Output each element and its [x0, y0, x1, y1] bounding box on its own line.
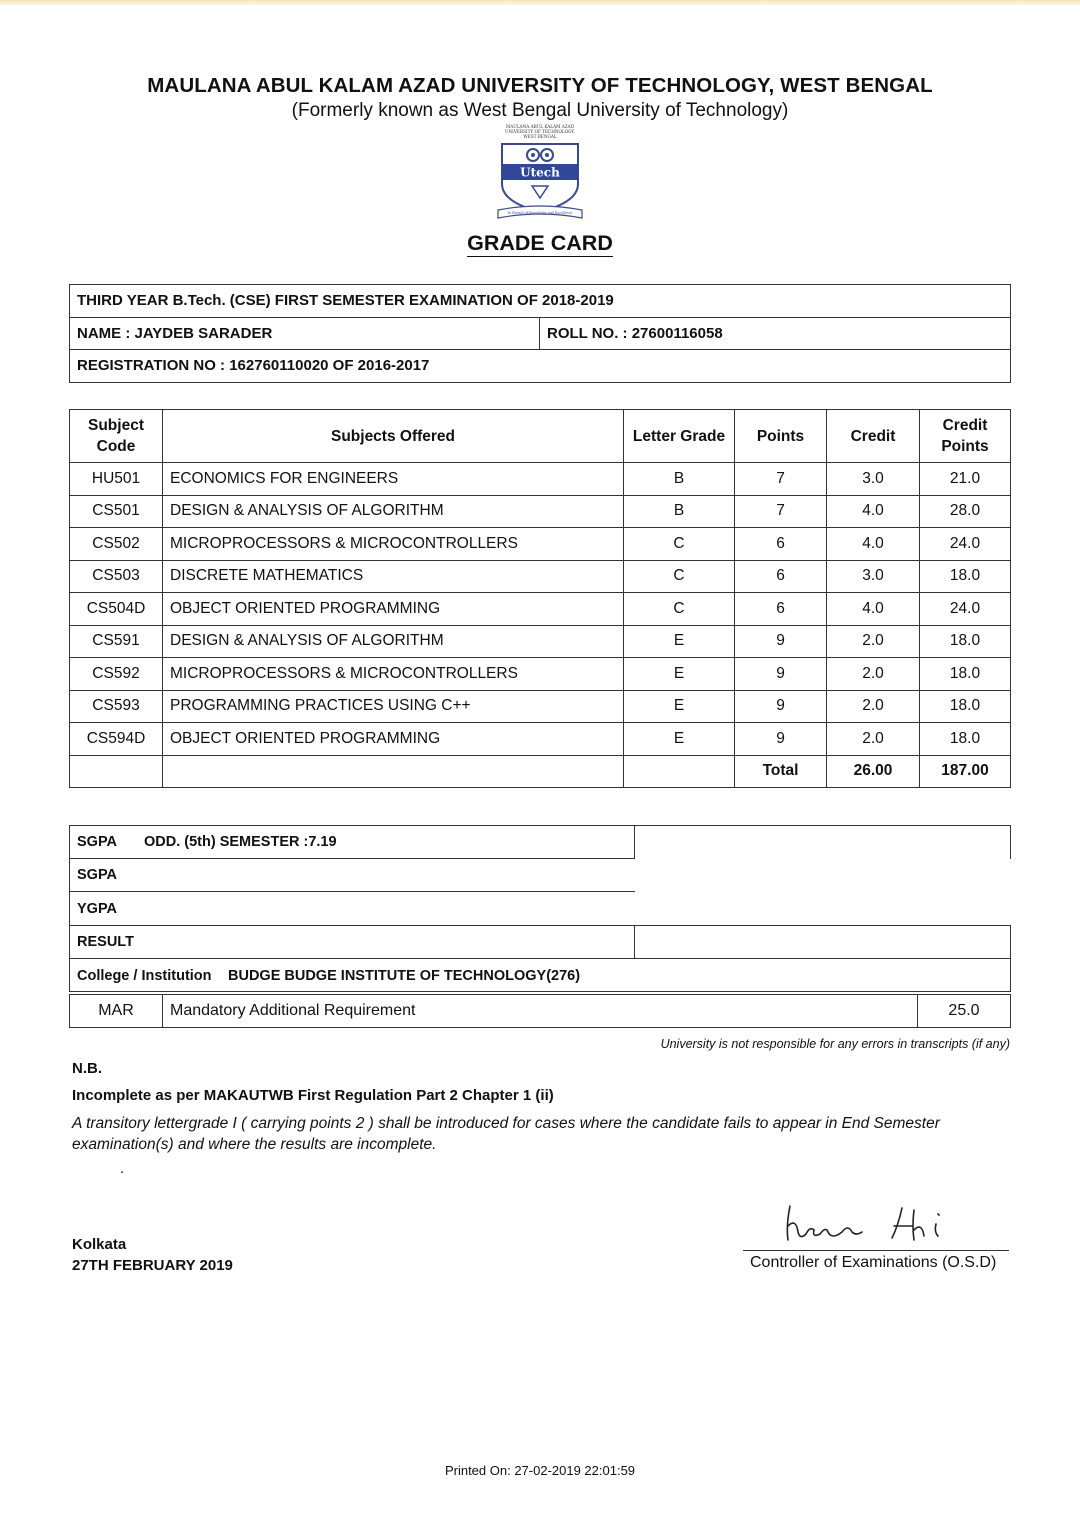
exam-title: THIRD YEAR B.Tech. (CSE) FIRST SEMESTER EXAMINATION OF 2018-2019 — [70, 285, 1011, 318]
cell-subject: DESIGN & ANALYSIS OF ALGORITHM — [163, 625, 624, 658]
cell-subject: ECONOMICS FOR ENGINEERS — [163, 463, 624, 496]
issue-date: 27TH FEBRUARY 2019 — [72, 1257, 233, 1274]
college-value: BUDGE BUDGE INSTITUTE OF TECHNOLOGY(276) — [228, 968, 581, 984]
header-points: Points — [735, 410, 827, 463]
cell-subject: MICROPROCESSORS & MICROCONTROLLERS — [163, 528, 624, 561]
transitory-note: A transitory lettergrade I ( carrying points 2 ) shall be introduced for cases where the candidate fails to appear in End Semester examination(s) and where the results are incomplete. — [72, 1115, 940, 1153]
cell-points: 6 — [735, 593, 827, 626]
document-title — [0, 231, 1080, 256]
cell-credit: 2.0 — [827, 625, 920, 658]
header-credit-points: Credit Points — [920, 410, 1011, 463]
cell-grade: C — [624, 528, 735, 561]
cell-credit-points: 21.0 — [920, 463, 1011, 496]
college-label: College / Institution — [77, 968, 212, 984]
cell-credit-points: 24.0 — [920, 593, 1011, 626]
cell-code: CS592 — [70, 658, 163, 691]
cell-code: CS591 — [70, 625, 163, 658]
total-empty-subject — [163, 755, 624, 788]
disclaimer: University is not responsible for any errors in transcripts (if any) — [660, 1037, 1010, 1051]
university-name: MAULANA ABUL KALAM AZAD UNIVERSITY OF TECHNOLOGY, WEST BENGAL — [147, 74, 933, 97]
cell-credit: 3.0 — [827, 560, 920, 593]
cell-points: 7 — [735, 495, 827, 528]
cell-credit-points: 18.0 — [920, 658, 1011, 691]
cell-points: 9 — [735, 690, 827, 723]
cell-grade: E — [624, 723, 735, 756]
university-logo — [492, 122, 588, 222]
nb-heading: N.B. — [72, 1060, 102, 1077]
table-row — [70, 593, 1011, 626]
signature — [752, 1196, 992, 1252]
controller-title: Controller of Examinations (O.S.D) — [750, 1254, 997, 1271]
cell-points: 7 — [735, 463, 827, 496]
cell-credit-points: 18.0 — [920, 690, 1011, 723]
cell-grade: B — [624, 495, 735, 528]
student-info-table — [69, 284, 1011, 383]
signature-line — [743, 1250, 1009, 1251]
header-credit: Credit — [827, 410, 920, 463]
cell-points: 6 — [735, 528, 827, 561]
student-name: NAME : JAYDEB SARADER — [70, 317, 540, 350]
logo-scroll-text: In Pursuit of Knowledge and Excellence — [507, 211, 573, 215]
total-credit-points: 187.00 — [920, 755, 1011, 788]
incomplete-note: Incomplete as per MAKAUTWB First Regulation Part 2 Chapter 1 (ii) — [72, 1087, 554, 1104]
table-row — [70, 495, 1011, 528]
cell-code: CS594D — [70, 723, 163, 756]
cell-credit: 4.0 — [827, 495, 920, 528]
cell-credit: 4.0 — [827, 593, 920, 626]
issue-place: Kolkata — [72, 1236, 127, 1253]
mar-label: Mandatory Additional Requirement — [163, 995, 918, 1028]
logo-text-2: UNIVERSITY OF TECHNOLOGY, — [504, 129, 576, 134]
cell-credit: 2.0 — [827, 723, 920, 756]
logo-text-1: MAULANA ABUL KALAM AZAD — [505, 124, 575, 129]
header-subjects-offered: Subjects Offered — [163, 410, 624, 463]
table-row — [70, 723, 1011, 756]
mar-row — [70, 995, 1011, 1028]
cell-credit-points: 28.0 — [920, 495, 1011, 528]
cell-code: CS504D — [70, 593, 163, 626]
mar-code: MAR — [70, 995, 163, 1028]
sgpa-odd-semester: ODD. (5th) SEMESTER :7.19 — [144, 834, 337, 850]
table-row — [70, 560, 1011, 593]
cell-subject: MICROPROCESSORS & MICROCONTROLLERS — [163, 658, 624, 691]
cell-subject: OBJECT ORIENTED PROGRAMMING — [163, 593, 624, 626]
logo-band-text: Utech — [520, 165, 560, 180]
marks-header-row — [70, 410, 1011, 463]
total-empty-grade — [624, 755, 735, 788]
cell-credit: 4.0 — [827, 528, 920, 561]
total-label: Total — [735, 755, 827, 788]
cell-grade: B — [624, 463, 735, 496]
cell-credit-points: 24.0 — [920, 528, 1011, 561]
grade-card-title: GRADE CARD — [467, 231, 613, 255]
cell-credit: 3.0 — [827, 463, 920, 496]
cell-code: CS593 — [70, 690, 163, 723]
cell-subject: PROGRAMMING PRACTICES USING C++ — [163, 690, 624, 723]
cell-credit-points: 18.0 — [920, 625, 1011, 658]
sgpa2-label: SGPA — [77, 867, 118, 883]
cell-credit: 2.0 — [827, 658, 920, 691]
cell-credit: 2.0 — [827, 690, 920, 723]
total-row — [70, 755, 1011, 788]
table-row — [70, 625, 1011, 658]
cell-points: 6 — [735, 560, 827, 593]
table-row — [70, 528, 1011, 561]
registration-number: REGISTRATION NO : 162760110020 OF 2016-2017 — [70, 350, 1011, 383]
top-edge — [0, 0, 1080, 5]
cell-points: 9 — [735, 723, 827, 756]
cell-grade: E — [624, 658, 735, 691]
cell-code: HU501 — [70, 463, 163, 496]
cell-grade: E — [624, 690, 735, 723]
university-former-name: (Formerly known as West Bengal University of Technology) — [291, 100, 789, 121]
table-row — [70, 463, 1011, 496]
cell-subject: DESIGN & ANALYSIS OF ALGORITHM — [163, 495, 624, 528]
cell-grade: C — [624, 593, 735, 626]
header-letter-grade: Letter Grade — [624, 410, 735, 463]
cell-subject: OBJECT ORIENTED PROGRAMMING — [163, 723, 624, 756]
cell-code: CS503 — [70, 560, 163, 593]
result-label: RESULT — [77, 934, 134, 950]
stray-dot: . — [120, 1160, 125, 1177]
ygpa-label: YGPA — [77, 901, 118, 917]
cell-grade: E — [624, 625, 735, 658]
roll-number: ROLL NO. : 27600116058 — [540, 317, 1011, 350]
table-row — [70, 658, 1011, 691]
header-subject-code: Subject Code — [70, 410, 163, 463]
total-credit: 26.00 — [827, 755, 920, 788]
mar-table — [69, 994, 1011, 1028]
cell-points: 9 — [735, 625, 827, 658]
cell-points: 9 — [735, 658, 827, 691]
cell-credit-points: 18.0 — [920, 723, 1011, 756]
cell-credit-points: 18.0 — [920, 560, 1011, 593]
cell-code: CS501 — [70, 495, 163, 528]
total-empty-code — [70, 755, 163, 788]
marks-table — [69, 409, 1011, 788]
logo-text-3: WEST BENGAL — [523, 134, 557, 139]
sgpa-label: SGPA — [77, 834, 118, 850]
printed-on: Printed On: 27-02-2019 22:01:59 — [444, 1463, 636, 1478]
cell-grade: C — [624, 560, 735, 593]
mar-value: 25.0 — [918, 995, 1011, 1028]
cell-code: CS502 — [70, 528, 163, 561]
table-row — [70, 690, 1011, 723]
cell-subject: DISCRETE MATHEMATICS — [163, 560, 624, 593]
